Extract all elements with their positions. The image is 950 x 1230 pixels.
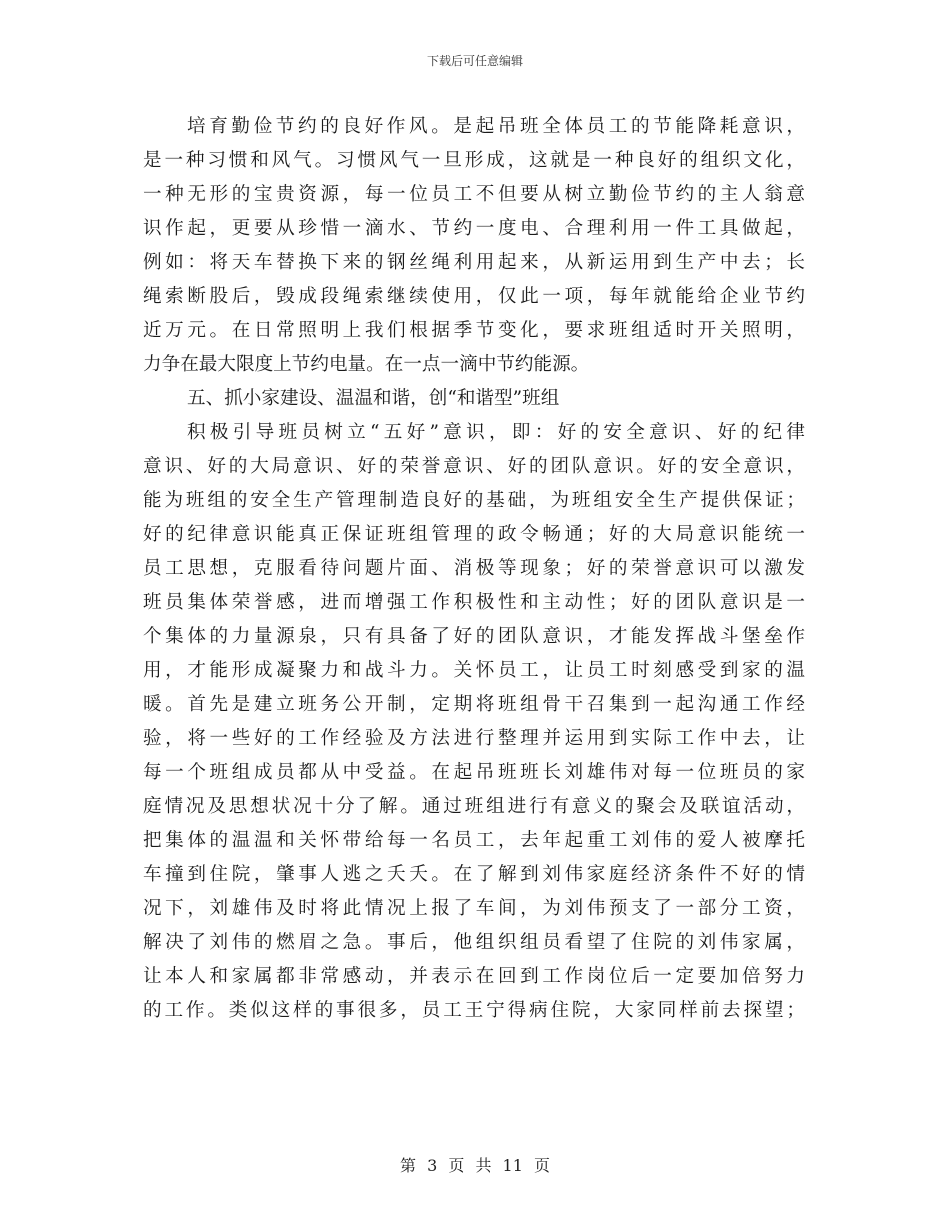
text-line: 的工作。类似这样的事很多，员工王宁得病住院，大家同样前去探望； <box>143 1000 805 1021</box>
text-line: 让本人和家属都非常感动，并表示在回到工作岗位后一定要加倍努力 <box>143 966 805 987</box>
page-footer: 第 3 页 共 11 页 <box>400 1156 550 1175</box>
section-heading: 五、抓小家建设、温温和谐，创“和谐型”班组 <box>187 388 560 409</box>
text-line: 培育勤俭节约的良好作风。是起吊班全体员工的节能降耗意识， <box>187 116 805 137</box>
text-line: 解决了刘伟的燃眉之急。事后，他组织组员看望了住院的刘伟家属， <box>143 932 805 953</box>
text-line: 况下，刘雄伟及时将此情况上报了车间，为刘伟预支了一部分工资， <box>143 898 805 919</box>
text-line: 员工思想，克服看待问题片面、消极等现象；好的荣誉意识可以激发 <box>143 558 805 579</box>
text-line: 个集体的力量源泉，只有具备了好的团队意识，才能发挥战斗堡垒作 <box>143 626 805 647</box>
text-line: 绳索断股后，毁成段绳索继续使用，仅此一项，每年就能给企业节约 <box>143 286 805 307</box>
text-line: 验，将一些好的工作经验及方法进行整理并运用到实际工作中去，让 <box>143 728 805 749</box>
text-line: 车撞到住院，肇事人逃之夭夭。在了解到刘伟家庭经济条件不好的情 <box>143 864 805 885</box>
text-line: 暖。首先是建立班务公开制，定期将班组骨干召集到一起沟通工作经 <box>143 694 805 715</box>
document-body <box>143 110 805 1028</box>
text-line: 例如：将天车替换下来的钢丝绳利用起来，从新运用到生产中去；长 <box>143 252 805 273</box>
text-line: 班员集体荣誉感，进而增强工作积极性和主动性；好的团队意识是一 <box>143 592 805 613</box>
text-line: 积极引导班员树立“五好”意识，即：好的安全意识、好的纪律 <box>187 422 805 443</box>
text-line: 好的纪律意识能真正保证班组管理的政令畅通；好的大局意识能统一 <box>143 524 805 545</box>
text-line: 每一个班组成员都从中受益。在起吊班班长刘雄伟对每一位班员的家 <box>143 762 805 783</box>
text-line: 力争在最大限度上节约电量。在一点一滴中节约能源。 <box>143 354 590 375</box>
page-header: 下载后可任意编辑 <box>426 54 523 68</box>
text-line: 一种无形的宝贵资源，每一位员工不但要从树立勤俭节约的主人翁意 <box>143 184 805 205</box>
text-line: 意识、好的大局意识、好的荣誉意识、好的团队意识。好的安全意识， <box>143 456 805 477</box>
text-line: 把集体的温温和关怀带给每一名员工，去年起重工刘伟的爱人被摩托 <box>143 830 805 851</box>
text-line: 是一种习惯和风气。习惯风气一旦形成，这就是一种良好的组织文化， <box>143 150 805 171</box>
text-line: 庭情况及思想状况十分了解。通过班组进行有意义的聚会及联谊活动， <box>143 796 805 817</box>
text-line: 识作起，更要从珍惜一滴水、节约一度电、合理利用一件工具做起， <box>143 218 805 239</box>
text-line: 用，才能形成凝聚力和战斗力。关怀员工，让员工时刻感受到家的温 <box>143 660 805 681</box>
text-line: 近万元。在日常照明上我们根据季节变化，要求班组适时开关照明， <box>143 320 805 341</box>
text-line: 能为班组的安全生产管理制造良好的基础，为班组安全生产提供保证； <box>143 490 805 511</box>
